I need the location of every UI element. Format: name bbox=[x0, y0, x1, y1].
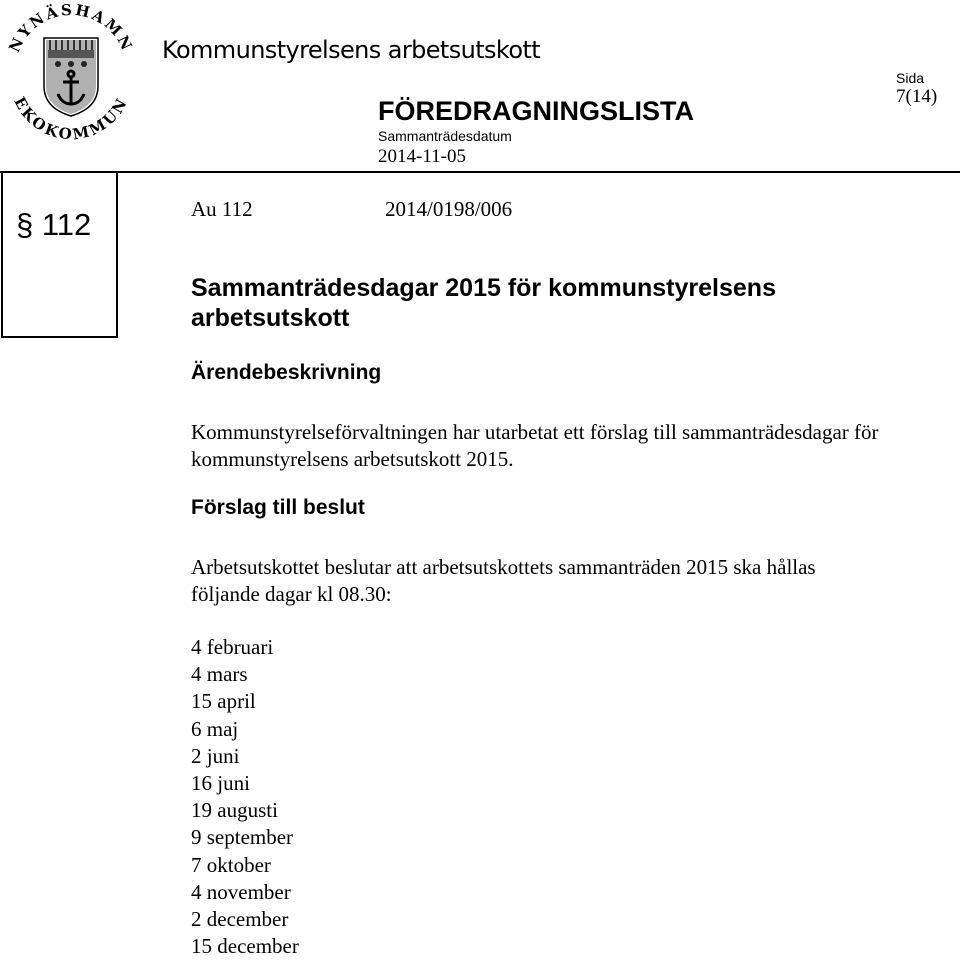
description-heading: Ärendebeskrivning bbox=[191, 361, 382, 384]
list-item: 4 november bbox=[191, 879, 291, 904]
list-item: 9 september bbox=[191, 825, 294, 850]
description-line-1: Kommunstyrelseförvaltningen har utarbetat ett förslag till sammanträdesdagar för bbox=[191, 420, 879, 444]
organization-name: Kommunstyrelsens arbetsutskott bbox=[162, 36, 541, 64]
list-item: 6 maj bbox=[191, 716, 239, 741]
list-item: 7 oktober bbox=[191, 852, 271, 877]
paragraph-box bbox=[1, 172, 118, 338]
proposal-line-1: Arbetsutskottet beslutar att arbetsutskottets sammanträden 2015 ska hållas bbox=[191, 555, 816, 579]
svg-text:EKOKOMMUN: EKOKOMMUN bbox=[10, 93, 132, 142]
coat-of-arms-shield bbox=[44, 38, 98, 116]
page-label: Sida bbox=[896, 70, 925, 86]
meeting-dates-list bbox=[191, 634, 299, 960]
list-item: 2 juni bbox=[191, 743, 240, 768]
list-item: 4 februari bbox=[191, 635, 274, 659]
diarie-number: 2014/0198/006 bbox=[385, 197, 513, 221]
proposal-heading: Förslag till beslut bbox=[191, 496, 365, 519]
list-item: 16 juni bbox=[191, 771, 250, 796]
document-title: FÖREDRAGNINGSLISTA bbox=[378, 96, 694, 126]
case-reference: Au 112 bbox=[191, 197, 253, 221]
meeting-date: 2014-11-05 bbox=[378, 146, 466, 167]
svg-text:NYNÄSHAMN: NYNÄSHAMN bbox=[5, 0, 137, 56]
item-title-line-1: Sammanträdesdagar 2015 för kommunstyrelsens bbox=[191, 274, 776, 302]
header-divider bbox=[0, 171, 960, 173]
page-number: 7(14) bbox=[896, 86, 938, 107]
description-line-2: kommunstyrelsens arbetsutskott 2015. bbox=[191, 447, 514, 471]
paragraph-number: § 112 bbox=[16, 207, 92, 242]
list-item: 4 mars bbox=[191, 662, 248, 687]
list-item: 19 augusti bbox=[191, 798, 278, 823]
list-item: 2 december bbox=[191, 907, 289, 932]
proposal-line-2: följande dagar kl 08.30: bbox=[191, 582, 392, 606]
meeting-date-label: Sammanträdesdatum bbox=[378, 128, 512, 144]
item-title-line-2: arbetsutskott bbox=[191, 304, 350, 332]
municipality-logo bbox=[0, 0, 142, 142]
list-item: 15 december bbox=[191, 934, 299, 959]
list-item: 15 april bbox=[191, 689, 256, 714]
